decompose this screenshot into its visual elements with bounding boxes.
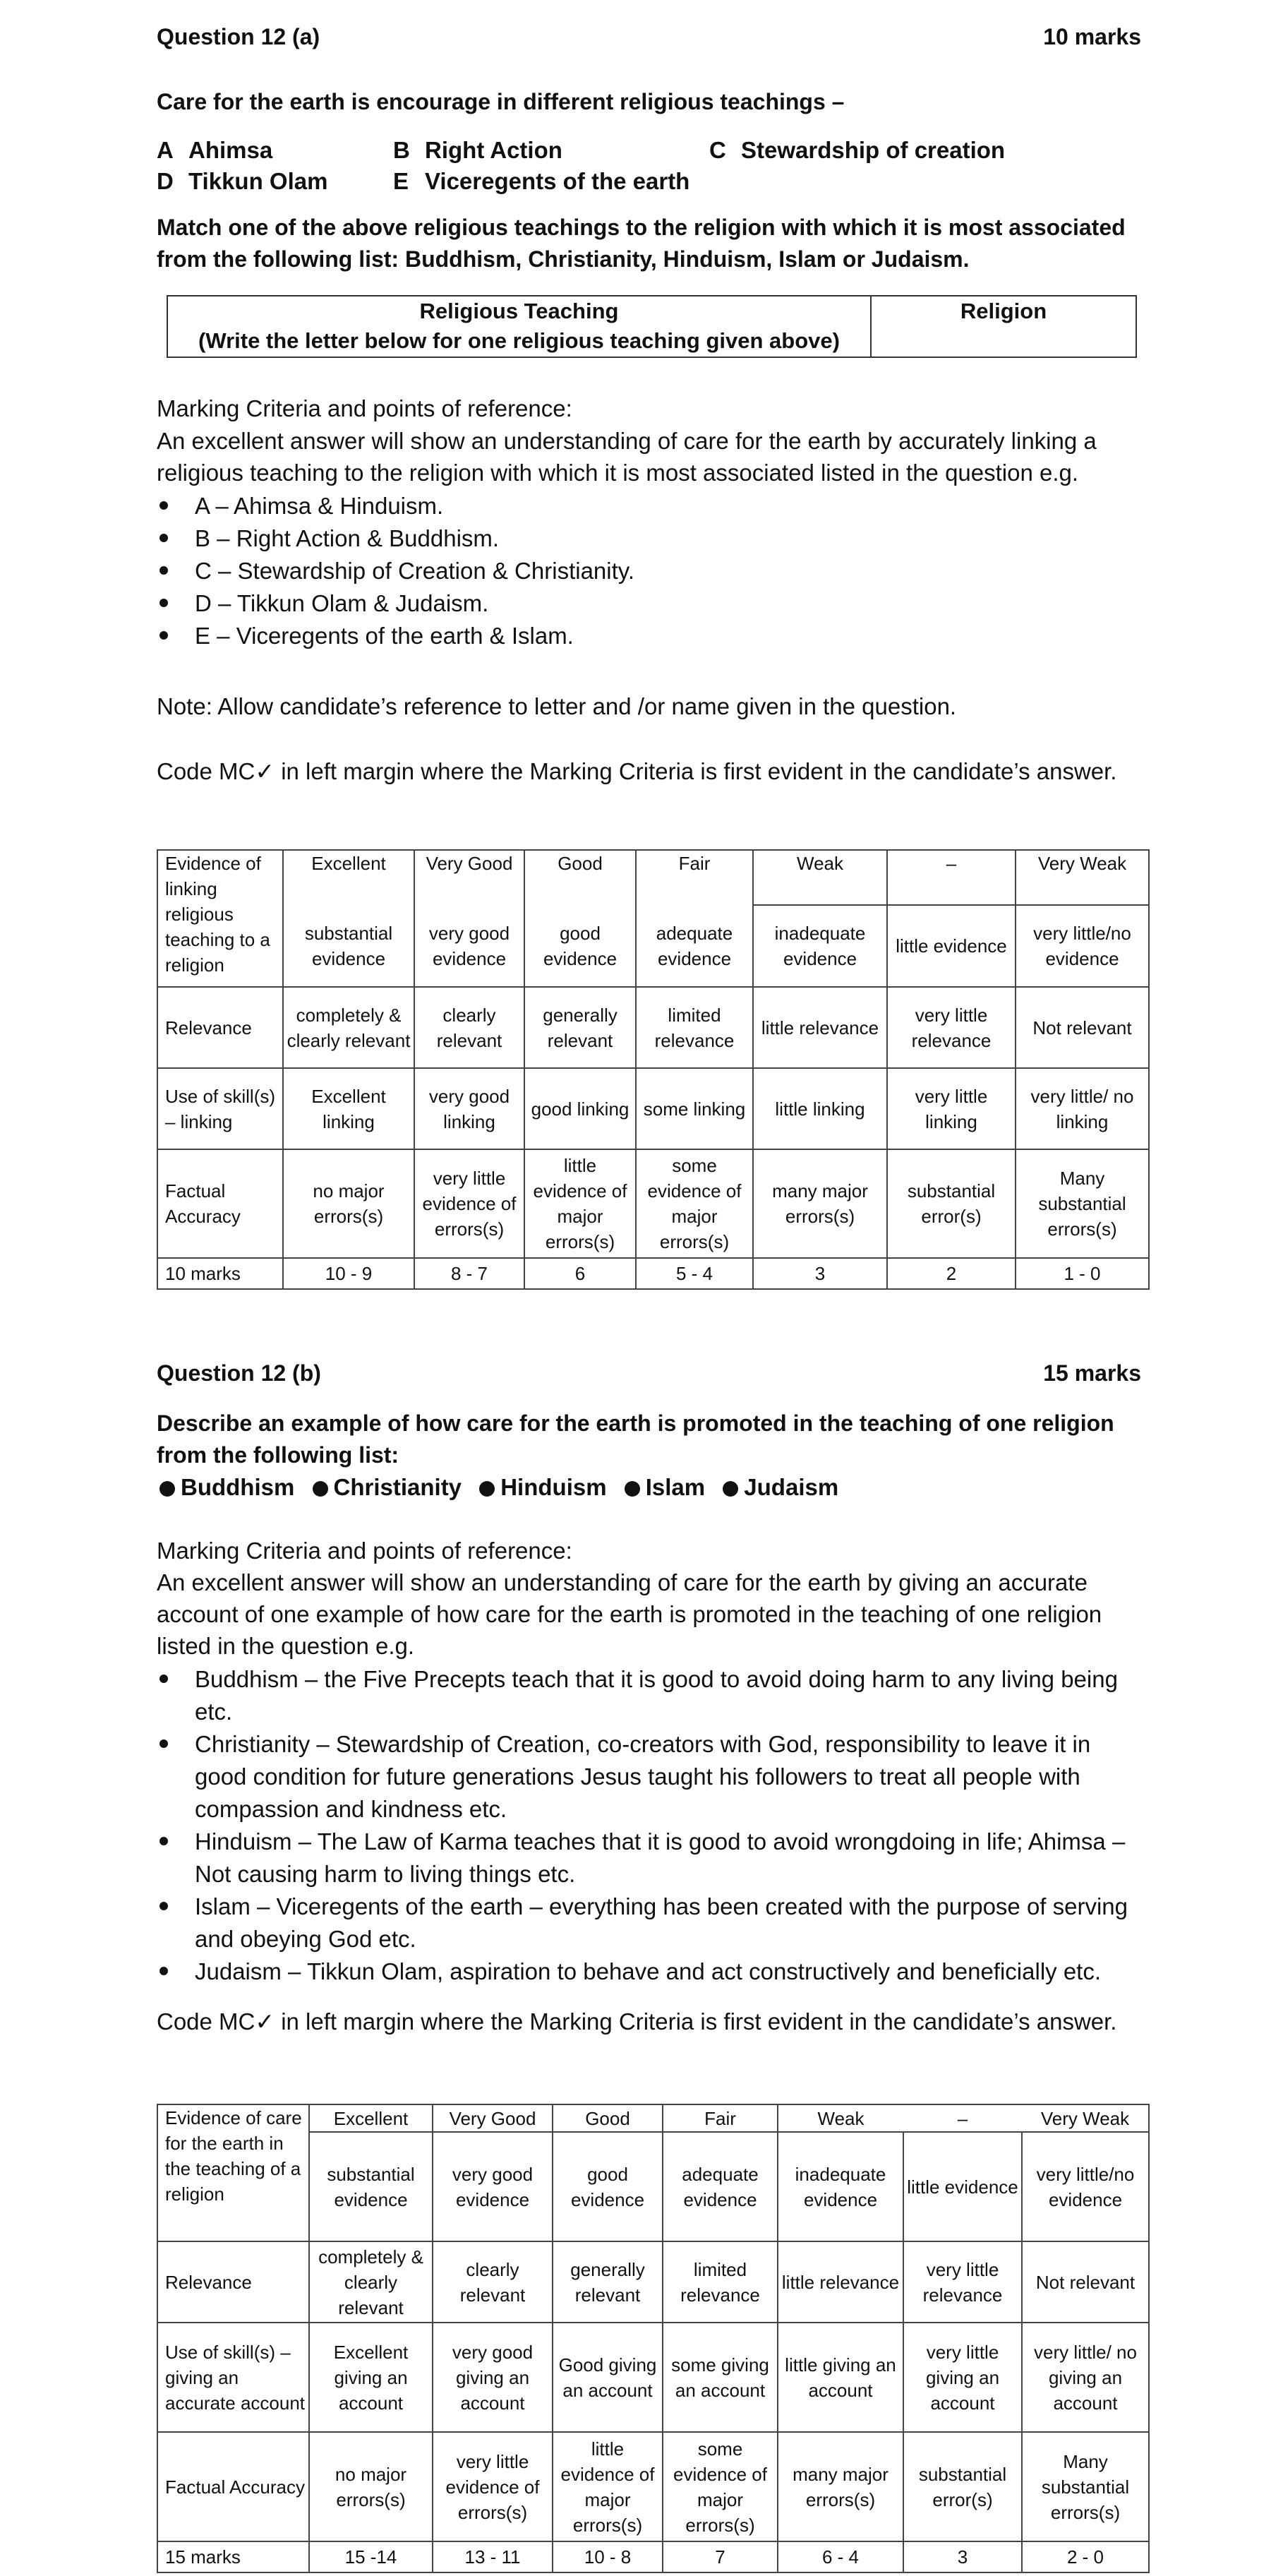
table-cell: very little/ no linking (1016, 1068, 1149, 1149)
header-cell: Good (553, 2104, 663, 2132)
header-cell: Very Good (433, 2104, 553, 2132)
q12b-title: Question 12 (b) (157, 1360, 321, 1386)
table-cell: very little/no evidence (1016, 905, 1149, 987)
table-cell: no major errors(s) (283, 1149, 414, 1258)
q12a-title: Question 12 (a) (157, 24, 320, 49)
table-cell: good evidence (553, 2132, 663, 2241)
table-cell: 2 - 0 (1022, 2541, 1149, 2572)
table-cell: some linking (636, 1068, 753, 1149)
q12a-instruction: Match one of the above religious teachings to the religion with which it is most associated from the following list: Buddhism, Christianity, Hinduism, Islam or Judaism. (157, 215, 1126, 272)
header-cell: Very Weak (1016, 850, 1149, 905)
list-item: C – Stewardship of Creation & Christianity. (157, 555, 1145, 587)
table-cell: 13 - 11 (433, 2541, 553, 2572)
list-item: Hinduism – The Law of Karma teaches that it is good to avoid wrongdoing in life; Ahimsa – Not causing harm to living things etc. (157, 1826, 1145, 1891)
bullet-dot-icon (159, 1481, 175, 1497)
table-cell: Many substantial errors(s) (1016, 1149, 1149, 1258)
table-cell: Not relevant (1016, 987, 1149, 1068)
bullet-dot-icon (723, 1481, 738, 1497)
row-label: Factual Accuracy (157, 1149, 283, 1258)
table-cell: Excellent giving an account (309, 2323, 433, 2432)
header-cell: Fair (663, 2104, 778, 2132)
table-cell: some giving an account (663, 2323, 778, 2432)
table-cell: 5 - 4 (636, 1258, 753, 1289)
table-cell: generally relevant (553, 2241, 663, 2323)
list-item: Buddhism (157, 1474, 294, 1500)
table-cell: very little evidence of errors(s) (414, 1149, 524, 1258)
table-cell: little relevance (778, 2241, 903, 2323)
header-cell: Excellent (283, 850, 414, 905)
table-cell: no major errors(s) (309, 2432, 433, 2541)
table-row (157, 987, 1149, 1068)
table-cell: completely & clearly relevant (283, 987, 414, 1068)
table-cell: very good giving an account (433, 2323, 553, 2432)
table-cell: 6 (524, 1258, 636, 1289)
table-cell: very little evidence of errors(s) (433, 2432, 553, 2541)
table-cell: substantial evidence (283, 905, 414, 987)
q12b-bullets (157, 1663, 1145, 1988)
q12a-note: Note: Allow candidate’s reference to letter and /or name given in the question. (157, 693, 957, 719)
q12b-criteria-heading: Marking Criteria and points of reference: (157, 1538, 572, 1564)
row-label: Factual Accuracy (157, 2432, 309, 2541)
header-cell: Good (524, 850, 636, 905)
table-cell: 10 - 9 (283, 1258, 414, 1289)
list-item: Judaism – Tikkun Olam, aspiration to behave and act constructively and beneficially etc. (157, 1955, 1145, 1988)
list-item: Buddhism – the Five Precepts teach that it is good to avoid doing harm to any living being etc. (157, 1663, 1145, 1728)
q12a-intro: Care for the earth is encourage in different religious teachings – (157, 89, 845, 114)
table-cell: generally relevant (524, 987, 636, 1068)
row-label: Relevance (157, 987, 283, 1068)
table-cell: some evidence of major errors(s) (636, 1149, 753, 1258)
table-cell: 10 - 8 (553, 2541, 663, 2572)
table-cell: 8 - 7 (414, 1258, 524, 1289)
row-label: Evidence of linking religious teaching to a religion (157, 850, 283, 987)
header-cell: Weak (778, 2104, 903, 2132)
table-cell: little evidence of major errors(s) (524, 1149, 636, 1258)
table-cell: some evidence of major errors(s) (663, 2432, 778, 2541)
table-cell: very good linking (414, 1068, 524, 1149)
list-item: Islam – Viceregents of the earth – everything has been created with the purpose of serving and obeying God etc. (157, 1891, 1145, 1955)
list-item: Christianity (310, 1474, 462, 1500)
q12a-header (157, 23, 1141, 51)
table-cell: many major errors(s) (778, 2432, 903, 2541)
table-cell: 3 (903, 2541, 1022, 2572)
table-cell: good evidence (524, 905, 636, 987)
table-cell: little evidence (887, 905, 1016, 987)
table-cell: 3 (753, 1258, 887, 1289)
table-cell: Good giving an account (553, 2323, 663, 2432)
q12b-header (157, 1359, 1141, 1387)
table-cell: very little relevance (903, 2241, 1022, 2323)
header-cell: – (887, 850, 1016, 905)
bullet-dot-icon (625, 1481, 640, 1497)
table-cell: little evidence (903, 2132, 1022, 2241)
table-row (157, 1258, 1149, 1289)
header-cell: Weak (753, 850, 887, 905)
option-a: A Ahimsa (157, 137, 273, 163)
table-cell: substantial error(s) (903, 2432, 1022, 2541)
header-cell: Very Good (414, 850, 524, 905)
table-row (157, 1149, 1149, 1258)
list-item: Hinduism (476, 1474, 606, 1500)
table-cell: little giving an account (778, 2323, 903, 2432)
table-cell: inadequate evidence (778, 2132, 903, 2241)
q12b-code: Code MC✓ in left margin where the Marking Criteria is first evident in the candidate’s answer. (157, 2008, 1117, 2035)
list-item: Christianity – Stewardship of Creation, co-creators with God, responsibility to leave it in good condition for future generations Jesus taught his followers to treat all people with compassion and kindness etc. (157, 1728, 1145, 1826)
table-cell: adequate evidence (663, 2132, 778, 2241)
table-cell: very little linking (887, 1068, 1016, 1149)
table-row (157, 2541, 1149, 2572)
table-row (157, 2104, 1149, 2132)
table-cell: many major errors(s) (753, 1149, 887, 1258)
bullet-dot-icon (313, 1481, 328, 1497)
bullet-dot-icon (479, 1481, 495, 1497)
table-row (157, 1068, 1149, 1149)
table-row (157, 850, 1149, 905)
answer-box-religion: Religion (960, 299, 1047, 323)
list-item: Judaism (720, 1474, 838, 1500)
list-item: B – Right Action & Buddhism. (157, 522, 1145, 555)
table-cell: very good evidence (414, 905, 524, 987)
list-item: E – Viceregents of the earth & Islam. (157, 620, 1145, 652)
table-cell: substantial error(s) (887, 1149, 1016, 1258)
answer-box-teaching: Religious Teaching (Write the letter below for one religious teaching given above) (168, 296, 872, 357)
table-cell: very little giving an account (903, 2323, 1022, 2432)
table-cell: inadequate evidence (753, 905, 887, 987)
table-cell: 1 - 0 (1016, 1258, 1149, 1289)
table-row (157, 2241, 1149, 2323)
option-c: C Stewardship of creation (709, 137, 1006, 163)
row-label: Evidence of care for the earth in the teaching of a religion (157, 2104, 309, 2241)
table-cell: 2 (887, 1258, 1016, 1289)
q12b-marking-table (157, 2104, 1150, 2573)
row-label: Use of skill(s) – giving an accurate account (157, 2323, 309, 2432)
table-cell: limited relevance (663, 2241, 778, 2323)
table-cell: very little/ no giving an account (1022, 2323, 1149, 2432)
header-cell: Fair (636, 850, 753, 905)
q12a-code: Code MC✓ in left margin where the Marking Criteria is first evident in the candidate’s answer. (157, 758, 1117, 784)
table-row (157, 2323, 1149, 2432)
answer-box (167, 295, 1137, 358)
table-cell: very good evidence (433, 2132, 553, 2241)
q12a-bullets (157, 490, 1145, 652)
table-cell: very little relevance (887, 987, 1016, 1068)
q12b-marks: 15 marks (1043, 1360, 1141, 1386)
option-d: D Tikkun Olam (157, 168, 328, 194)
q12b-criteria-text: An excellent answer will show an understanding of care for the earth by giving an accurate account of one example of how care for the earth is promoted in the teaching of one religion listed in the question e.g. (157, 1569, 1102, 1659)
list-item: Islam (622, 1474, 705, 1500)
table-cell: adequate evidence (636, 905, 753, 987)
table-cell: substantial evidence (309, 2132, 433, 2241)
option-b: B Right Action (393, 137, 562, 163)
q12a-criteria-text: An excellent answer will show an understanding of care for the earth by accurately linking a religious teaching to the religion with which it is most associated listed in the question e.g. (157, 428, 1097, 486)
list-item: D – Tikkun Olam & Judaism. (157, 587, 1145, 620)
table-cell: completely & clearly relevant (309, 2241, 433, 2323)
table-cell: Many substantial errors(s) (1022, 2432, 1149, 2541)
row-label: 10 marks (157, 1258, 283, 1289)
header-cell: – (903, 2104, 1022, 2132)
table-cell: good linking (524, 1068, 636, 1149)
table-row (157, 2432, 1149, 2541)
table-row (157, 905, 1149, 987)
q12a-marks: 10 marks (1043, 24, 1141, 49)
table-cell: clearly relevant (414, 987, 524, 1068)
list-item: A – Ahimsa & Hinduism. (157, 490, 1145, 522)
row-label: 15 marks (157, 2541, 309, 2572)
option-e: E Viceregents of the earth (393, 168, 690, 194)
q12a-criteria-heading: Marking Criteria and points of reference: (157, 395, 572, 421)
table-cell: Not relevant (1022, 2241, 1149, 2323)
table-cell: 6 - 4 (778, 2541, 903, 2572)
table-cell: 15 -14 (309, 2541, 433, 2572)
table-cell: little relevance (753, 987, 887, 1068)
table-cell: limited relevance (636, 987, 753, 1068)
table-cell: little linking (753, 1068, 887, 1149)
table-cell: Excellent linking (283, 1068, 414, 1149)
q12b-instruction: Describe an example of how care for the earth is promoted in the teaching of one religion from the following list: (157, 1410, 1114, 1468)
table-cell: 7 (663, 2541, 778, 2572)
header-cell: Excellent (309, 2104, 433, 2132)
row-label: Use of skill(s) – linking (157, 1068, 283, 1149)
table-cell: very little/no evidence (1022, 2132, 1149, 2241)
religion-list (157, 1471, 847, 1503)
header-cell: Very Weak (1022, 2104, 1149, 2132)
table-cell: little evidence of major errors(s) (553, 2432, 663, 2541)
table-cell: clearly relevant (433, 2241, 553, 2323)
row-label: Relevance (157, 2241, 309, 2323)
q12a-marking-table (157, 849, 1150, 1290)
